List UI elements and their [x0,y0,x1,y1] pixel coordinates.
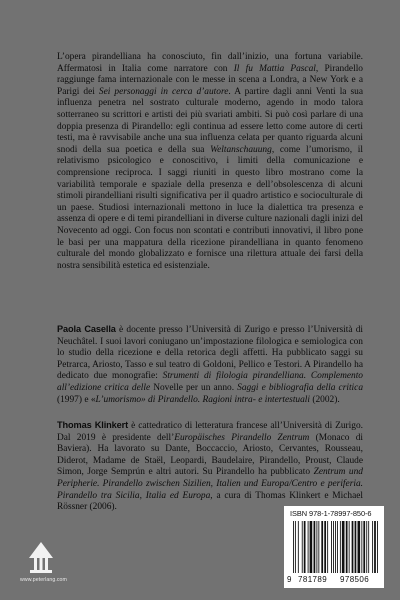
barcode-bar [308,521,309,573]
barcode-bar [374,521,376,573]
barcode-bar [331,521,332,573]
bio-thomas-klinkert [57,420,363,514]
barcode-bar [302,521,303,573]
barcode-bar [352,521,354,573]
barcode-bar [310,521,313,573]
barcode-bar [314,521,316,573]
term-weltanschauung: Weltanschauung [210,144,272,155]
barcode-bar [377,521,378,573]
barcode-bar [318,521,319,573]
barcode-bar [293,521,294,573]
barcode-bar [298,521,299,573]
barcode-icon [293,521,379,573]
bio-part: / [288,478,292,489]
author-name: Paola Casella [57,324,116,334]
author-name: Thomas Klinkert [57,420,129,430]
barcode-digit-first: 9 [287,575,292,584]
book-title: Zentrum und Peripherie. Pirandello zwischen Sizilien, Italien und Europa [57,467,363,489]
barcode-digits-left: 781789 [298,575,328,584]
blurb-part: , Pirandello raggiunge fama internazionale con le messe in scena a Londra, a New York e a Parigi dei [57,63,363,97]
barcode-bar [349,521,350,573]
title-sei-personaggi: Sei personaggi in cerca d’autore [98,86,229,97]
blurb-part: L’opera pirandelliana ha conosciuto, fin dall’inizio, una fortuna variabile. Affermatosi in Italia come narratore con [57,52,363,74]
isbn-label: ISBN 978-1-78997-850-6 [290,509,372,518]
bio-part: Novelle per un anno. [150,382,238,393]
book-title: Centro e periferia. Pirandello tra Sicilia, Italia ed Europa [57,478,363,501]
barcode-bar [346,521,348,573]
barcode-digits-right: 978506 [340,575,370,584]
barcode-bar [361,521,362,573]
blurb-part: . A partire dagli anni Venti la sua influenza penetra nel sostrato culturale moderno, agendo in modo talora sotterraneo su scrittori e artisti dei più svariati ambiti. Si può così parlare di una doppia presenza di Pirandello: egli continua ad essere letto come autore di certi testi, ma è ravvisabile anche una sua influenza celata per quanto riguarda alcuni snodi della sua poetica e della sua [57,86,363,155]
barcode-bar [355,521,357,573]
barcode-bar [342,521,345,573]
bio-part: (1997) e « [57,394,96,405]
barcode-bar [372,521,373,573]
blurb-part: , come l’umorismo, il relativismo psicologico e conoscitivo, i limiti della comunicazione e comprensione reciproca. I saggi riuniti in questo libro mostrano come la variabilità temporale e spaziale della presenza e dell’obsolescenza di alcuni stimoli pirandelliani risulti significativa per il quadro artistico e socioculturale di un paese. Studiosi internazionali mettono in luce la dialettica tra presenza e assenza di opere e di temi pirandelliani in diverse culture nazionali dagli inizi del Novecento ad oggi. Con focus non scontati e contributi innovativi, il libro pone le basi per una mappatura della ricezione pirandelliana in quanto fenomeno culturale del mondo globalizzato e fornisce una rilettura attuale dei farsi della nostra sensibilità estetica ed esistenziale. [57,144,363,271]
book-title: Saggi e bibliografia della critica [237,382,364,393]
bio-part: è docente presso l’Università di Zurigo e presso l’Università di Neuchâtel. I suoi lavori coniugano un’impostazione filologica e semiologica con lo studio della ricezione e della retorica degli affetti. Ha pubblicato saggi su Petrarca, Ariosto, Tasso e sul teatro di Goldoni, Pellico e Testori. A Pirandello ha dedicato due monografie: [57,325,363,382]
barcode-bar [327,521,328,573]
barcode-bar [335,521,336,573]
barcode-bar [368,521,369,573]
bio-part: (Monaco di Baviera). Ha lavorato su Dante, Boccaccio, Ariosto, Cervantes, Rousseau, Diderot, Madame de Staël, Leopardi, Baudelaire, Pirandello, Proust, Claude Simon, Jorge Semprún e altri autori. Su Pirandello ha pubblicato [57,432,364,478]
bio-paragraph [57,420,363,514]
barcode-area [284,506,384,588]
barcode-bar [333,521,334,573]
bio-paragraph [57,324,363,406]
bio-part: è cattedratico di letteratura francese all’Università di Zurigo. Dal 2019 è presidente dell’ [57,421,364,443]
barcode-bar [321,521,323,573]
bio-part: , a cura di Thomas Klinkert e Michael Rössner (2006). [57,490,363,513]
bio-part: (2002). [310,394,340,405]
book-title: Strumenti di filologia pirandelliana. Complemento all’edizione critica delle [57,371,363,393]
bio-paola-casella [57,324,363,406]
barcode-bar [358,521,361,573]
institution-name: Europäisches Pirandello Zentrum [174,432,310,443]
barcode-bar [366,521,367,573]
barcode-bar [340,521,341,573]
book-title: L’umorismo» di Pirandello. Ragioni intra- e intertestuali [95,394,311,405]
barcode-bar [337,521,338,573]
publisher-url[interactable]: www.peterlang.com [20,577,67,583]
blurb-paragraph [57,52,363,272]
barcode-bar [304,521,306,573]
barcode-bar [324,521,326,573]
barcode-bar [316,521,317,573]
title-il-fu-mattia-pascal: Il fu Mattia Pascal [233,63,316,74]
blurb-text [57,52,363,272]
barcode-bar [295,521,296,573]
barcode-bar [363,521,365,573]
